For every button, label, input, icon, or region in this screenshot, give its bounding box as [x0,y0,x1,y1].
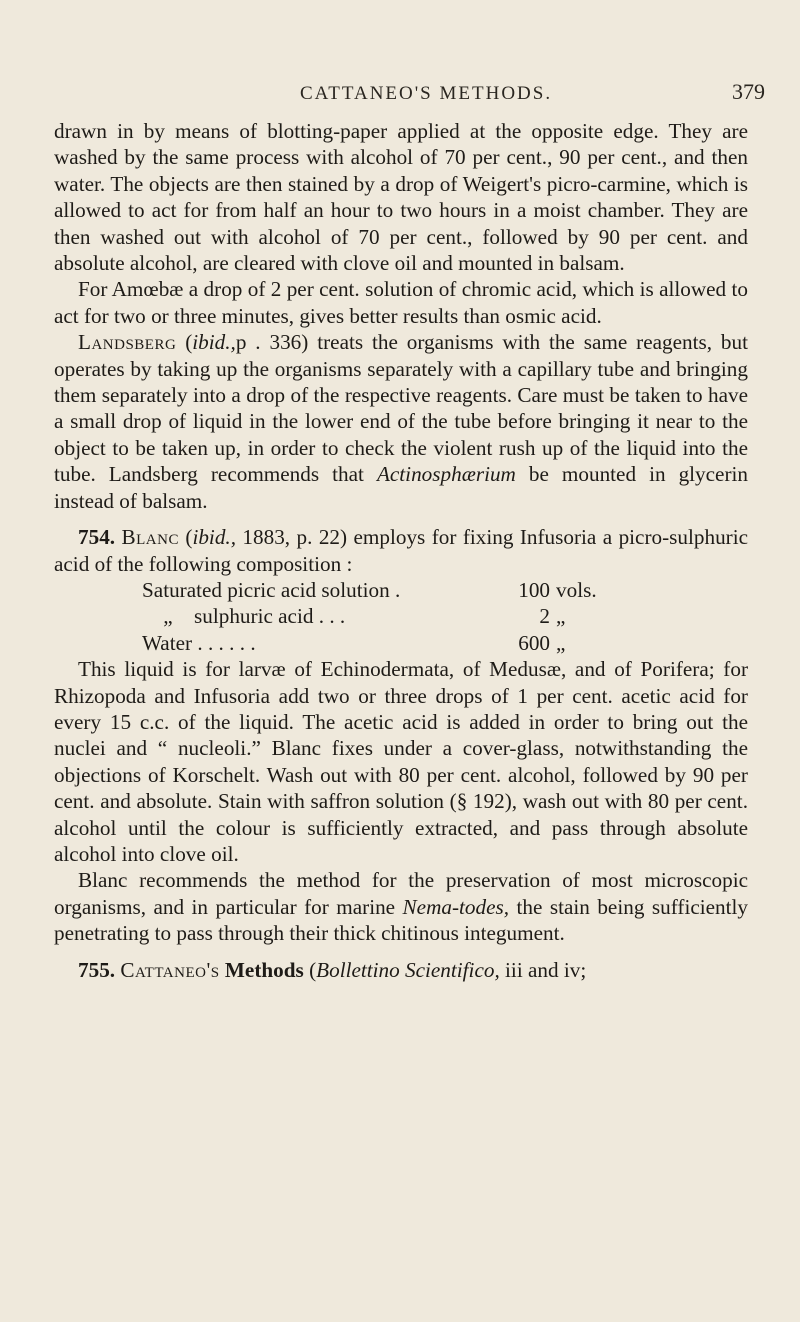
ditto-mark: „ [163,604,173,629]
section-number: 754. [78,525,116,550]
paragraph-text: the stain being sufficiently penetrating to pass through their thick chitinous integument. [54,894,748,946]
reference-ibid: ibid., [192,525,237,550]
recipe-ingredient: sulphuric acid . . . [194,604,346,629]
paragraph-text: be mounted in glycerin instead of balsam. [54,462,748,513]
section-title: Methods [224,957,304,982]
recipe-amount: 100 [518,577,550,602]
paragraph-text: employs for fixing Infusoria a picro-sulphuric acid of the following composition : [54,525,749,576]
reference-page: p . 336) [235,330,309,355]
recipe-row [142,603,612,629]
paragraph-text: treats the organisms with the same reagents, but operates by taking up the organisms separately with a capillary tube and bringing them separately into a drop of the respective reagents. Care must be taken to have a small drop of liquid in the lower end of the tube before bringing it near to the object to be taken up, in order to check the violent rush up of the liquid into the tube. Landsberg recommends that [54,330,748,487]
recipe-amount: 2 [539,604,550,629]
paragraph-blanc-recommends [54,867,748,946]
reference-year-page: 1883, p. 22) [236,525,348,550]
paragraph-blanc: 754. Blanc (ibid., 1883, p. 22) employs for fixing Infusoria a picro-sulphuric acid of the following composition : [54,525,749,576]
recipe-ingredient-ditto [142,603,504,629]
recipe-unit: „ [556,604,566,629]
paragraph-amoebae: For Amœbæ a drop of 2 per cent. solution of chromic acid, which is allowed to act for two or three minutes, gives better results than osmic acid. [54,277,748,328]
reference-volume: iii and iv; [499,957,587,982]
paragraph-cattaneo: 755. Cattaneo's Methods (Bollettino Scientifico, iii and iv; [78,957,587,982]
paragraph-text: Blanc recommends the method for the preservation of most microscopic organisms, and in particular for marine [54,868,748,919]
recipe-unit: vols. [556,577,597,602]
paragraph-liquid-use: This liquid is for larvæ of Echinodermata, of Medusæ, and of Porifera; for Rhizopoda and Infusoria add two or three drops of 1 per cent. acetic acid for every 15 c.c. of the liquid. The acetic acid is added in order to bring out the nuclei and “ nucleoli.” Blanc fixes under a cover-glass, notwithstanding the objections of Korschelt. Wash out with 80 per cent. alcohol, followed by 90 per cent. and absolute. Stain with saffron solution (§ 192), wash out with 80 per cent. alcohol until the colour is sufficiently extracted, and pass through absolute alcohol into clove oil. [54,657,748,866]
page-header [0,79,800,109]
genus-name: Actinosphærium [376,462,516,487]
author-name: Landsberg [78,330,177,355]
recipe-row [142,630,612,656]
running-head: CATTANEO'S METHODS. [300,83,553,104]
recipe-row [142,577,612,603]
page-number: 379 [732,79,765,104]
body-text [54,118,748,983]
reference-ibid: ibid., [192,330,236,355]
paragraph-continuation: drawn in by means of blotting-paper applied at the opposite edge. They are washed by the same process with alcohol of 70 per cent., 90 per cent., and then water. The objects are then stained by a drop of Weigert's picro-carmine, which is allowed to act for from half an hour to two hours in a moist chamber. They are then washed out with alcohol of 70 per cent., followed by 90 per cent. and absolute alcohol, are cleared with clove oil and mounted in balsam. [54,119,748,276]
section-number: 755. [78,957,116,982]
recipe-ingredient: Saturated picric acid solution . [142,577,401,602]
recipe-ingredient: Water . . . . . . [142,630,256,655]
author-name: Cattaneo's [120,957,220,982]
recipe-unit: „ [556,630,566,655]
journal-name: Bollettino Scientifico, [316,957,500,982]
taxon-name: Nema-todes, [402,894,510,919]
paragraph-landsberg: Landsberg (ibid.,p . 336) treats the organisms with the same reagents, but operates by taking up the organisms separately with a capillary tube and bringing them separately into a drop of the respective reagents. Care must be taken to have a small drop of liquid in the lower end of the tube before bringing it near to the object to be taken up, in order to check the violent rush up of the liquid into the tube. Landsberg recommends that Actinosphærium be mounted in glycerin instead of balsam. [54,330,748,513]
author-name: Blanc [121,525,179,550]
recipe-amount: 600 [518,630,550,655]
recipe-table [142,577,612,656]
